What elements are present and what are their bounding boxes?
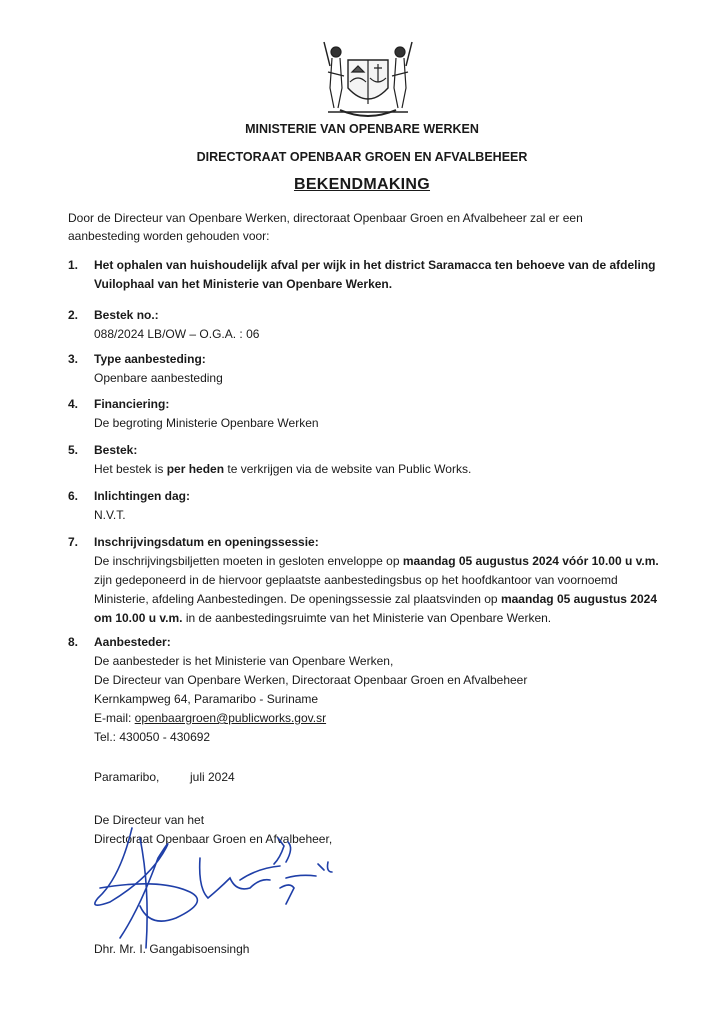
coat-of-arms-icon	[322, 38, 414, 120]
item-label: Bestek:	[94, 443, 138, 457]
list-item	[68, 256, 668, 294]
list-item	[68, 350, 668, 388]
address-line: De Directeur van Openbare Werken, Directoraat Openbaar Groen en Afvalbeheer	[94, 673, 528, 687]
address-line: Kernkampweg 64, Paramaribo - Suriname	[94, 692, 319, 706]
item-value-text: in de aanbestedingsruimte van het Ministerie van Openbare Werken.	[182, 611, 552, 625]
closing-block	[94, 811, 332, 849]
directorate-heading: DIRECTORAAT OPENBAAR GROEN EN AFVALBEHEER	[196, 150, 528, 164]
item-number: 2.	[68, 308, 79, 322]
item-value	[94, 460, 668, 479]
item-number: 8.	[68, 635, 79, 649]
item-value-text: te verkrijgen via de website van Public Works.	[224, 462, 472, 476]
item-number: 4.	[68, 397, 79, 411]
email-label: E-mail:	[94, 711, 135, 725]
phone-line: Tel.: 430050 - 430692	[94, 730, 211, 744]
item-text: Het ophalen van huishoudelijk afval per wijk in het district Saramacca ten behoeve van de afdeling Vuilophaal van het Ministerie van Openbare Werken.	[94, 258, 656, 291]
list-item	[68, 533, 672, 628]
place-date	[94, 770, 235, 784]
list-item	[68, 306, 668, 344]
item-label: Inlichtingen dag:	[94, 489, 190, 503]
item-label: Financiering:	[94, 397, 170, 411]
item-label: Bestek no.:	[94, 308, 159, 322]
email-link[interactable]: openbaargroen@publicworks.gov.sr	[134, 711, 327, 725]
address-line: De aanbesteder is het Ministerie van Openbare Werken,	[94, 654, 394, 668]
date: juli 2024	[190, 770, 235, 784]
item-label: Type aanbesteding:	[94, 352, 206, 366]
item-number: 1.	[68, 258, 79, 272]
item-value	[94, 552, 672, 628]
page-title: BEKENDMAKING	[293, 176, 431, 193]
item-value: De begroting Ministerie Openbare Werken	[94, 416, 319, 430]
list-item	[68, 395, 668, 433]
closing-line: De Directeur van het	[94, 813, 205, 827]
list-item	[68, 487, 668, 525]
ministry-heading: MINISTERIE VAN OPENBARE WERKEN	[245, 122, 479, 136]
signer-name: Dhr. Mr. I. Gangabisoensingh	[94, 942, 250, 956]
item-value: 088/2024 LB/OW – O.G.A. : 06	[94, 327, 260, 341]
item-number: 7.	[68, 535, 79, 549]
item-value-emphasis: maandag 05 augustus 2024 om 10.00 u v.m.	[94, 592, 658, 625]
item-value: N.V.T.	[94, 508, 126, 522]
item-value: Openbare aanbesteding	[94, 371, 223, 385]
item-label: Inschrijvingsdatum en openingssessie:	[94, 535, 319, 549]
item-label: Aanbesteder:	[94, 635, 171, 649]
closing-line: Directoraat Openbaar Groen en Afvalbeheer,	[94, 832, 333, 846]
item-value-text: De inschrijvingsbiljetten moeten in gesloten enveloppe op	[94, 554, 403, 568]
item-value-text: Het bestek is	[94, 462, 167, 476]
intro-paragraph: Door de Directeur van Openbare Werken, directoraat Openbaar Groen en Afvalbeheer zal er een aanbesteding worden gehouden voor:	[68, 211, 583, 243]
item-value-emphasis: maandag 05 augustus 2024 vóór 10.00 u v.m.	[402, 554, 659, 568]
item-value-text: zijn gedeponeerd in de hiervoor geplaatste aanbestedingsbus op het hoofdkantoor van voornoemd Ministerie, afdeling Aanbestedingen. De openingssessie zal plaatsvinden op	[94, 573, 618, 606]
email-line	[94, 709, 668, 728]
item-number: 6.	[68, 489, 79, 503]
item-value-emphasis: per heden	[166, 462, 225, 476]
list-item	[68, 441, 668, 479]
item-number: 3.	[68, 352, 79, 366]
item-number: 5.	[68, 443, 79, 457]
list-item	[68, 633, 668, 747]
place: Paramaribo,	[94, 770, 160, 784]
